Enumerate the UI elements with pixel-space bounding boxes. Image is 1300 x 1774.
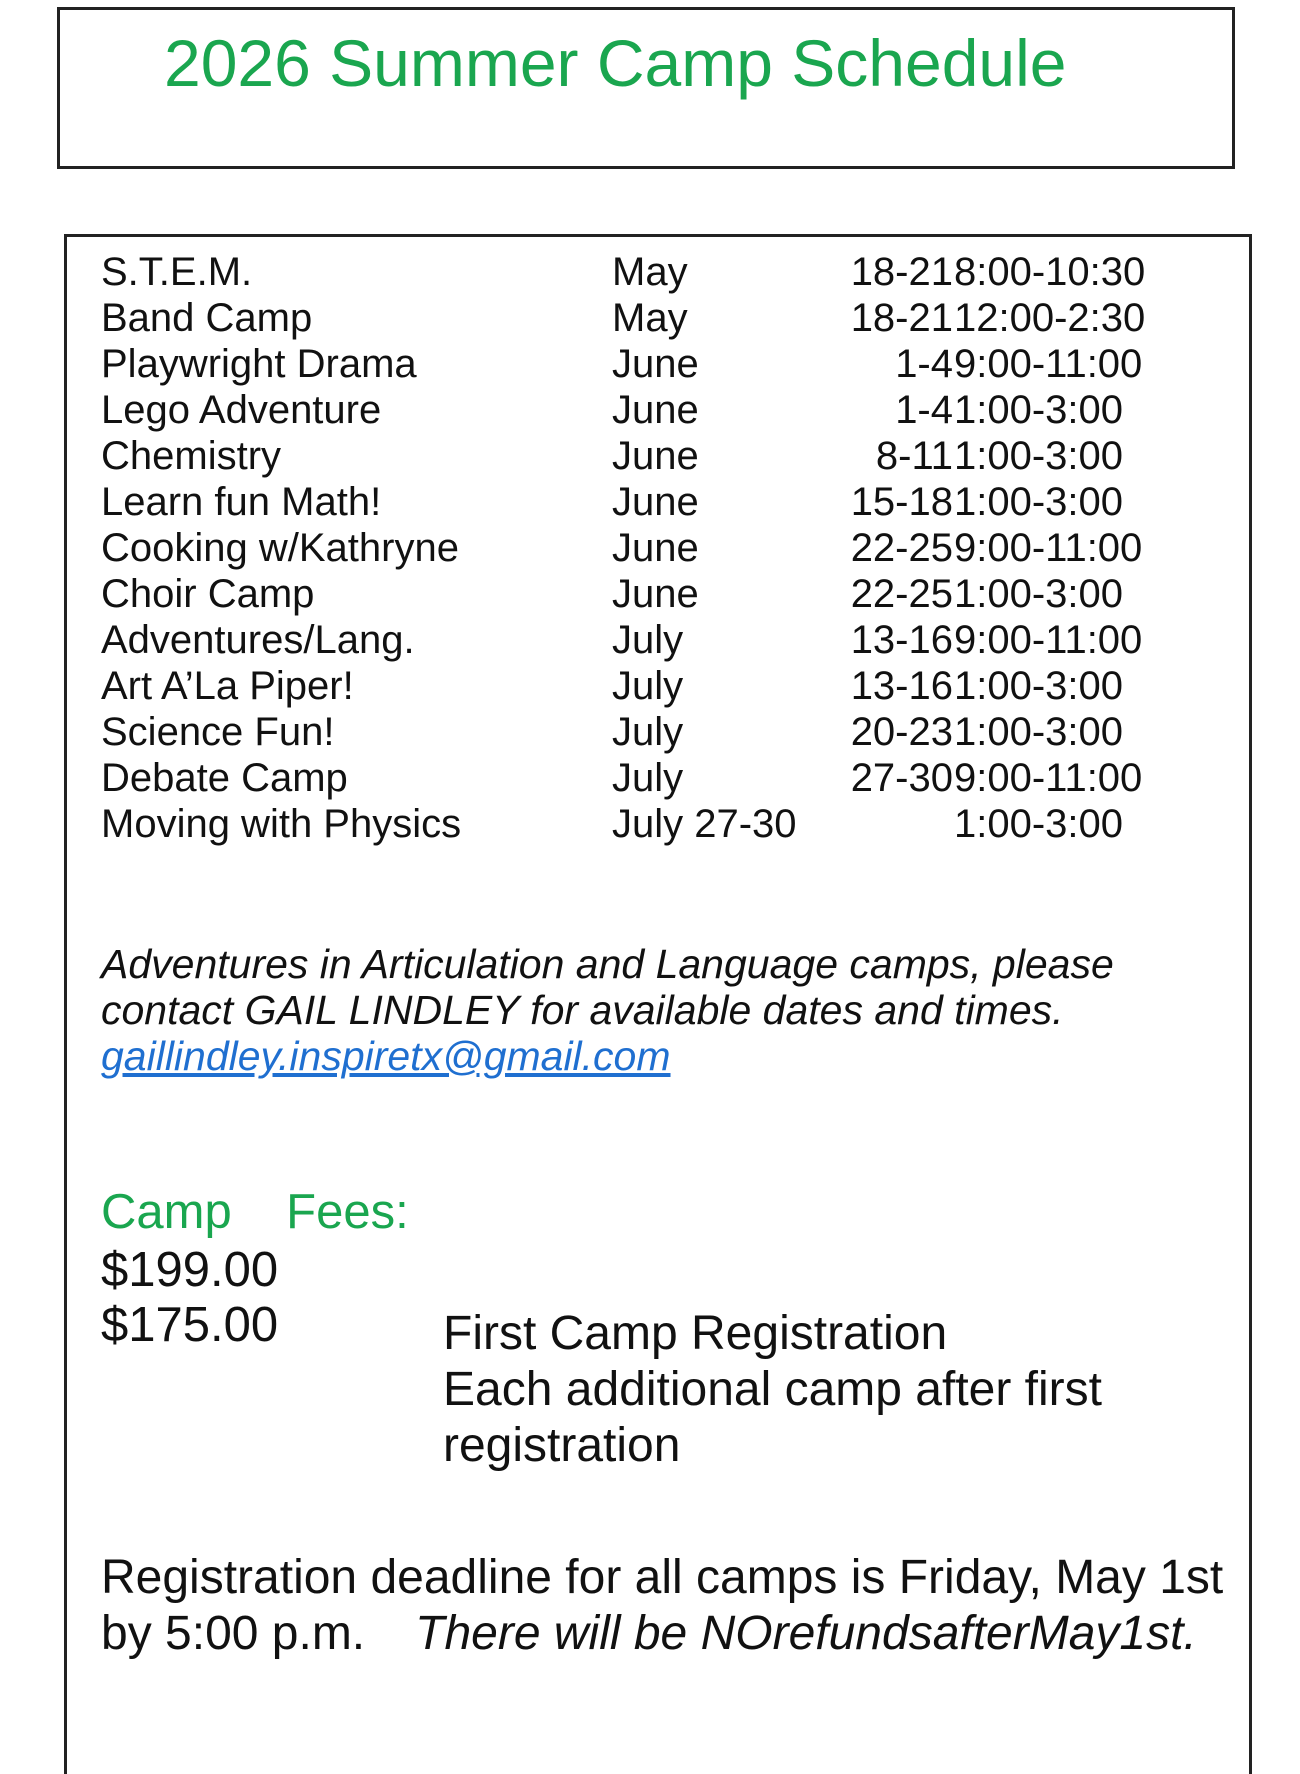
schedule-row (101, 571, 1201, 617)
camp-time: 1:00-3:00 (954, 480, 1124, 524)
camp-days: 20-23 (850, 710, 953, 754)
camp-days: 1-4 (895, 342, 953, 386)
camp-days: 22-25 (850, 572, 953, 616)
camp-days: 13-16 (850, 618, 953, 662)
camp-time: 1:00-3:00 (954, 664, 1124, 708)
camp-days: 22-25 (850, 526, 953, 570)
camp-month: July (612, 618, 684, 662)
camp-month: June (612, 434, 699, 478)
page-title: 2026 Summer Camp Schedule (164, 26, 1067, 100)
fee-amount-first: $199.00 (101, 1243, 279, 1297)
camp-time: 9:00-11:00 (954, 756, 1143, 800)
camp-name: Lego Adventure (101, 388, 382, 432)
camp-name: Debate Camp (101, 756, 348, 800)
camp-month: June (612, 526, 699, 570)
camp-month: June (612, 342, 699, 386)
camp-name: Choir Camp (101, 572, 315, 616)
camp-name: Science Fun! (101, 710, 335, 754)
camp-month: June (612, 388, 699, 432)
camp-days: 8-11 (875, 434, 953, 478)
camp-days: 18-21 (850, 296, 953, 340)
camp-month: July (612, 710, 684, 754)
camp-time: 9:00-11:00 (954, 618, 1143, 662)
camp-days: 18-21 (850, 250, 953, 294)
camp-month: May (612, 296, 688, 340)
camp-month: July (612, 664, 684, 708)
schedule-row (101, 525, 1201, 571)
camp-days: 1-4 (895, 388, 953, 432)
camp-name: Moving with Physics (101, 802, 462, 846)
camp-name: Chemistry (101, 434, 282, 478)
camp-month: May (612, 250, 688, 294)
camp-time: 1:00-3:00 (954, 802, 1124, 846)
registration-deadline (101, 1550, 1241, 1662)
schedule-row (101, 479, 1201, 525)
schedule-row (101, 249, 1201, 295)
camp-time: 1:00-3:00 (954, 388, 1124, 432)
camp-name: S.T.E.M. (101, 250, 253, 294)
fee-amount-additional: $175.00 (101, 1298, 279, 1352)
schedule-row (101, 617, 1201, 663)
camp-days: 15-18 (850, 480, 953, 524)
camp-days: 27-30 (850, 756, 953, 800)
camp-schedule-list (101, 249, 1201, 847)
camp-name: Playwright Drama (101, 342, 417, 386)
camp-fees-heading: Camp Fees: (101, 1185, 409, 1239)
camp-time: 1:00-3:00 (954, 572, 1124, 616)
schedule-row (101, 341, 1201, 387)
camp-time: 1:00-3:00 (954, 710, 1124, 754)
schedule-row (101, 433, 1201, 479)
camp-date: July 27-30 (612, 802, 797, 846)
schedule-row (101, 755, 1201, 801)
camp-name: Learn fun Math! (101, 480, 382, 524)
camp-month: July (612, 756, 684, 800)
camp-time: 9:00-11:00 (954, 526, 1143, 570)
camp-time: 9:00-11:00 (954, 342, 1143, 386)
refund-policy-note: There will be NOrefundsafterMay1st. (415, 1607, 1197, 1660)
camp-name: Band Camp (101, 296, 313, 340)
camp-time: 8:00-10:30 (954, 250, 1146, 294)
deadline-text: Registration deadline for all camps is Friday, May 1st by 5:00 p.m. (101, 1551, 1224, 1660)
camp-name: Adventures/Lang. (101, 618, 415, 662)
schedule-row (101, 663, 1201, 709)
camp-month: June (612, 480, 699, 524)
schedule-row (101, 295, 1201, 341)
contact-email-link[interactable]: gaillindley.inspiretx@gmail.com (101, 1033, 671, 1079)
camp-name: Cooking w/Kathryne (101, 526, 459, 570)
camp-month: June (612, 572, 699, 616)
camp-days: 13-16 (850, 664, 953, 708)
articulation-note-text: Adventures in Articulation and Language camps, please contact GAIL LINDLEY for available dates and times. (101, 941, 1114, 1033)
first-camp-label: First Camp Registration (443, 1307, 948, 1360)
schedule-row (101, 801, 1201, 847)
camp-time: 12:00-2:30 (954, 296, 1146, 340)
camp-time: 1:00-3:00 (954, 434, 1124, 478)
schedule-row (101, 387, 1201, 433)
title-box (57, 7, 1235, 169)
additional-camp-label: Each additional camp after first registration (443, 1363, 1102, 1472)
schedule-row (101, 709, 1201, 755)
camp-name: Art A’La Piper! (101, 664, 354, 708)
articulation-note (101, 941, 1221, 1079)
